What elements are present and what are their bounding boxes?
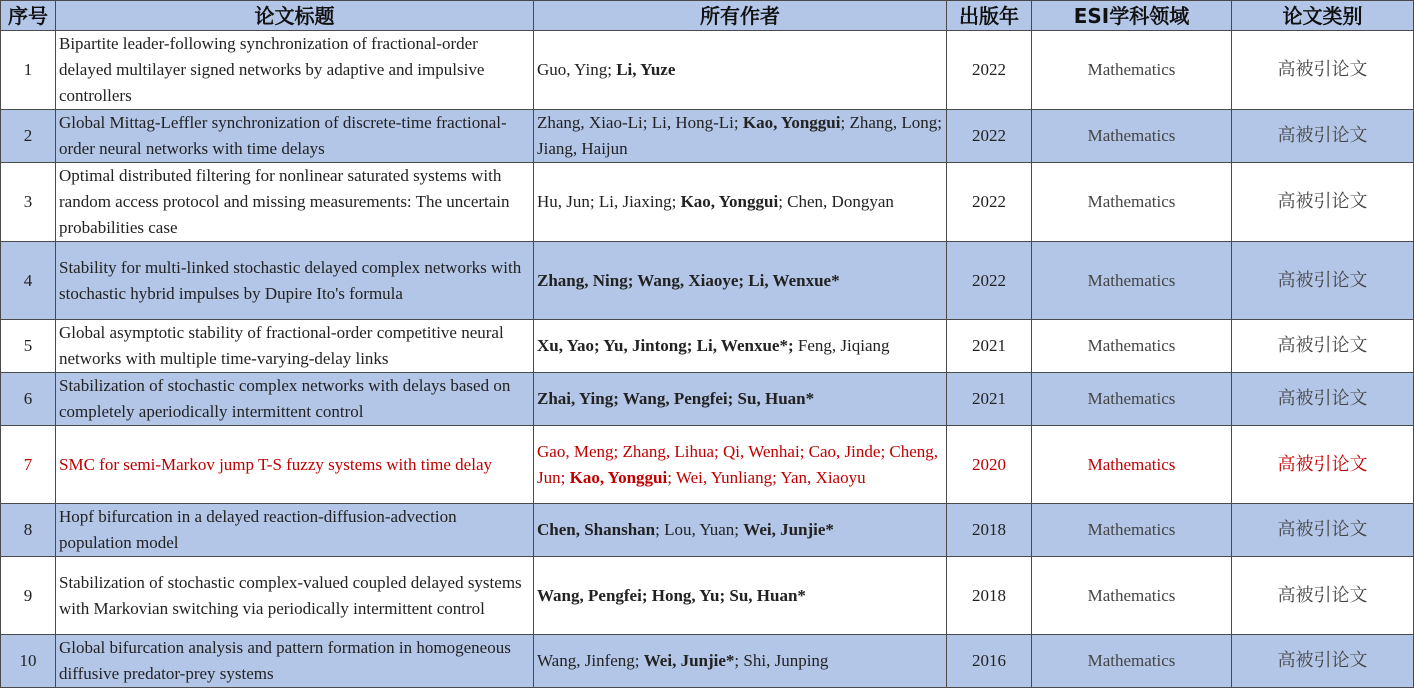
row-index: 1 bbox=[1, 31, 56, 110]
esi-field: Mathematics bbox=[1032, 163, 1232, 242]
paper-category: 高被引论文 bbox=[1232, 320, 1414, 373]
author-highlighted: Zhang, Ning; Wang, Xiaoye; Li, Wenxue* bbox=[537, 270, 840, 290]
paper-category: 高被引论文 bbox=[1232, 163, 1414, 242]
row-index: 5 bbox=[1, 320, 56, 373]
paper-title: Global Mittag-Leffler synchronization of discrete-time fractional-order neural networks with time delays bbox=[56, 110, 534, 163]
publish-year: 2020 bbox=[947, 426, 1032, 504]
paper-category: 高被引论文 bbox=[1232, 635, 1414, 688]
paper-title: Bipartite leader-following synchronization of fractional-order delayed multilayer signed networks by adaptive and impulsive controllers bbox=[56, 31, 534, 110]
paper-authors bbox=[534, 504, 947, 557]
row-index: 3 bbox=[1, 163, 56, 242]
table-row bbox=[1, 163, 1414, 242]
author-text: Feng, Jiqiang bbox=[793, 336, 890, 355]
paper-authors bbox=[534, 31, 947, 110]
author-highlighted: Wei, Junjie* bbox=[743, 520, 834, 539]
author-highlighted: Li, Yuze bbox=[616, 60, 676, 79]
row-index: 10 bbox=[1, 635, 56, 688]
author-highlighted: Xu, Yao; Yu, Jintong; Li, Wenxue*; bbox=[537, 336, 794, 355]
table-row bbox=[1, 426, 1414, 504]
author-highlighted: Wei, Junjie* bbox=[643, 651, 735, 670]
paper-title: Stability for multi-linked stochastic delayed complex networks with stochastic hybrid impulses by Dupire Ito's formula bbox=[56, 242, 534, 320]
paper-title: Stabilization of stochastic complex networks with delays based on completely aperiodically intermittent control bbox=[56, 373, 534, 426]
paper-title: Global asymptotic stability of fractional-order competitive neural networks with multiple time-varying-delay links bbox=[56, 320, 534, 373]
paper-category: 高被引论文 bbox=[1232, 426, 1414, 504]
header-row bbox=[1, 1, 1414, 31]
row-index: 8 bbox=[1, 504, 56, 557]
author-highlighted: Wang, Pengfei; Hong, Yu; Su, Huan* bbox=[537, 585, 806, 605]
header-category: 论文类别 bbox=[1232, 1, 1414, 31]
paper-title: Stabilization of stochastic complex-valued coupled delayed systems with Markovian switching via periodically intermittent control bbox=[56, 557, 534, 635]
author-text: Guo, Ying; bbox=[537, 60, 617, 79]
paper-authors bbox=[534, 373, 947, 426]
publish-year: 2021 bbox=[947, 320, 1032, 373]
paper-authors bbox=[534, 635, 947, 688]
header-esi-field: ESI学科领域 bbox=[1032, 1, 1232, 31]
paper-category: 高被引论文 bbox=[1232, 242, 1414, 320]
row-index: 6 bbox=[1, 373, 56, 426]
paper-category: 高被引论文 bbox=[1232, 31, 1414, 110]
paper-category: 高被引论文 bbox=[1232, 504, 1414, 557]
publish-year: 2022 bbox=[947, 31, 1032, 110]
paper-title: Optimal distributed filtering for nonlinear saturated systems with random access protocol and missing measurements: The uncertain probabilities case bbox=[56, 163, 534, 242]
publish-year: 2018 bbox=[947, 557, 1032, 635]
table-row bbox=[1, 242, 1414, 320]
author-text: ; Zhang, Long; Jiang, Haijun bbox=[537, 113, 942, 158]
publish-year: 2018 bbox=[947, 504, 1032, 557]
publish-year: 2022 bbox=[947, 163, 1032, 242]
publish-year: 2022 bbox=[947, 110, 1032, 163]
table-row bbox=[1, 31, 1414, 110]
table-row bbox=[1, 557, 1414, 635]
publish-year: 2022 bbox=[947, 242, 1032, 320]
author-highlighted: Kao, Yonggui bbox=[569, 467, 668, 487]
table-row bbox=[1, 504, 1414, 557]
paper-title: Global bifurcation analysis and pattern formation in homogeneous diffusive predator-prey systems bbox=[56, 635, 534, 688]
paper-title: Hopf bifurcation in a delayed reaction-diffusion-advection population model bbox=[56, 504, 534, 557]
table-row bbox=[1, 635, 1414, 688]
header-title: 论文标题 bbox=[56, 1, 534, 31]
author-text: Hu, Jun; Li, Jiaxing; bbox=[537, 192, 681, 211]
publish-year: 2016 bbox=[947, 635, 1032, 688]
esi-field: Mathematics bbox=[1032, 557, 1232, 635]
paper-authors bbox=[534, 110, 947, 163]
esi-field: Mathematics bbox=[1032, 373, 1232, 426]
row-index: 2 bbox=[1, 110, 56, 163]
author-highlighted: Zhai, Ying; Wang, Pengfei; Su, Huan* bbox=[537, 389, 815, 408]
esi-field: Mathematics bbox=[1032, 31, 1232, 110]
esi-field: Mathematics bbox=[1032, 504, 1232, 557]
author-text: Gao, Meng; Zhang, Lihua; Qi, Wenhai; Cao, Jinde; Cheng, Jun; bbox=[537, 441, 939, 487]
paper-authors bbox=[534, 320, 947, 373]
header-year: 出版年 bbox=[947, 1, 1032, 31]
row-index: 9 bbox=[1, 557, 56, 635]
paper-authors bbox=[534, 163, 947, 242]
paper-authors bbox=[534, 242, 947, 320]
table-row bbox=[1, 373, 1414, 426]
table-row bbox=[1, 320, 1414, 373]
publish-year: 2021 bbox=[947, 373, 1032, 426]
paper-authors bbox=[534, 426, 947, 504]
author-text: ; Shi, Junping bbox=[734, 651, 829, 670]
esi-field: Mathematics bbox=[1032, 426, 1232, 504]
header-index: 序号 bbox=[1, 1, 56, 31]
paper-category: 高被引论文 bbox=[1232, 110, 1414, 163]
author-highlighted: Kao, Yonggui bbox=[742, 113, 841, 132]
row-index: 7 bbox=[1, 426, 56, 504]
author-text: Wang, Jinfeng; bbox=[537, 651, 644, 670]
paper-title: SMC for semi-Markov jump T-S fuzzy systems with time delay bbox=[56, 426, 534, 504]
esi-field: Mathematics bbox=[1032, 635, 1232, 688]
table-row bbox=[1, 110, 1414, 163]
row-index: 4 bbox=[1, 242, 56, 320]
esi-field: Mathematics bbox=[1032, 320, 1232, 373]
table-body bbox=[1, 31, 1414, 688]
paper-category: 高被引论文 bbox=[1232, 557, 1414, 635]
paper-authors bbox=[534, 557, 947, 635]
esi-field: Mathematics bbox=[1032, 242, 1232, 320]
author-text: ; Lou, Yuan; bbox=[655, 520, 744, 539]
paper-category: 高被引论文 bbox=[1232, 373, 1414, 426]
author-text: ; Wei, Yunliang; Yan, Xiaoyu bbox=[667, 467, 866, 487]
header-authors: 所有作者 bbox=[534, 1, 947, 31]
author-highlighted: Chen, Shanshan bbox=[537, 520, 656, 539]
author-highlighted: Kao, Yonggui bbox=[680, 192, 779, 211]
esi-field: Mathematics bbox=[1032, 110, 1232, 163]
author-text: ; Chen, Dongyan bbox=[778, 192, 894, 211]
author-text: Zhang, Xiao-Li; Li, Hong-Li; bbox=[537, 113, 743, 132]
